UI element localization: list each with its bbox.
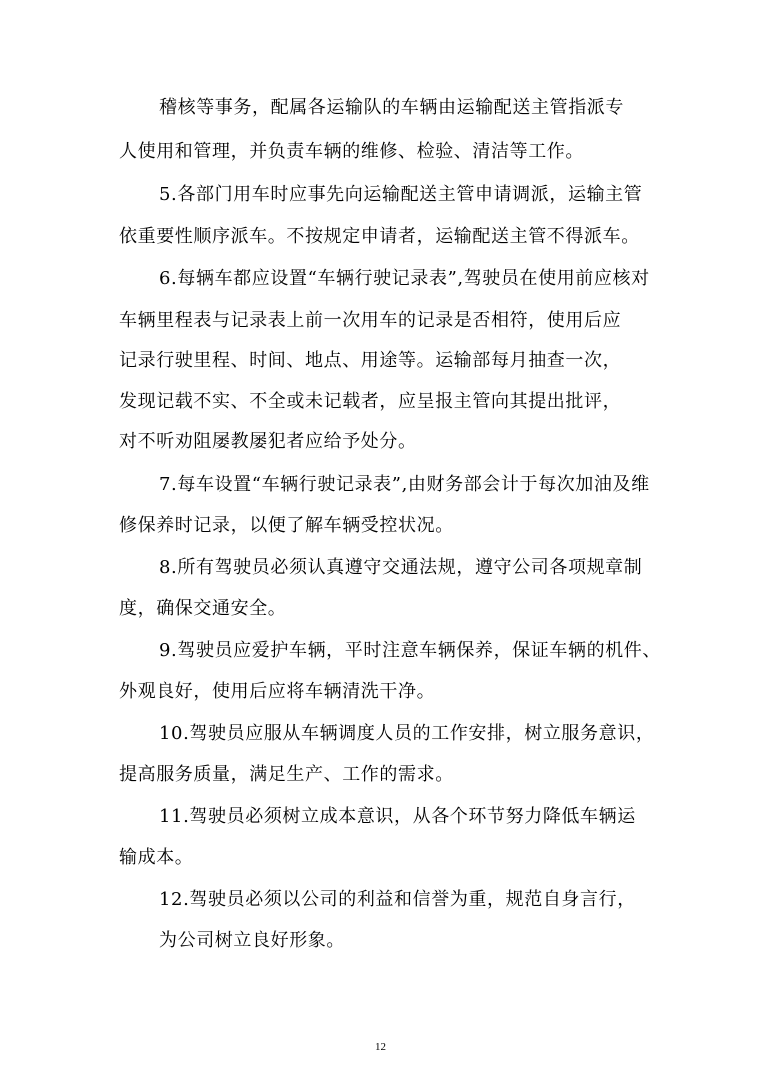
text-line-18: 11.驾驶员必须树立成本意识，从各个环节努力降低车辆运 bbox=[159, 806, 636, 827]
text-line-16: 10.驾驶员应服从车辆调度人员的工作安排，树立服务意识， bbox=[159, 723, 655, 744]
text-line-1: 稽核等事务，配属各运输队的车辆由运输配送主管指派专 bbox=[159, 97, 624, 118]
text-line-2: 人使用和管理，并负责车辆的维修、检验、清洁等工作。 bbox=[119, 141, 584, 162]
text-line-9: 对不听劝阻屡教屡犯者应给予处分。 bbox=[119, 431, 417, 452]
text-line-12: 8.所有驾驶员必须认真遵守交通法规，遵守公司各项规章制 bbox=[159, 557, 643, 578]
text-line-3: 5.各部门用车时应事先向运输配送主管申请调派，运输主管 bbox=[159, 184, 643, 205]
text-line-4: 依重要性顺序派车。不按规定申请者，运输配送主管不得派车。 bbox=[119, 226, 640, 247]
text-line-19: 输成本。 bbox=[119, 847, 194, 868]
text-line-14: 9.驾驶员应爱护车辆，平时注意车辆保养，保证车辆的机件、 bbox=[159, 640, 661, 661]
text-line-17: 提高服务质量，满足生产、工作的需求。 bbox=[119, 764, 454, 785]
text-line-20: 12.驾驶员必须以公司的利益和信誉为重，规范自身言行， bbox=[159, 889, 636, 910]
text-line-13: 度，确保交通安全。 bbox=[119, 598, 287, 619]
text-line-7: 记录行驶里程、时间、地点、用途等。运输部每月抽查一次， bbox=[119, 350, 622, 371]
text-line-21: 为公司树立良好形象。 bbox=[159, 930, 345, 951]
text-line-15: 外观良好，使用后应将车辆清洗干净。 bbox=[119, 681, 436, 702]
text-line-8: 发现记载不实、不全或未记载者，应呈报主管向其提出批评， bbox=[119, 391, 622, 412]
text-line-11: 修保养时记录，以便了解车辆受控状况。 bbox=[119, 515, 454, 536]
text-line-6: 车辆里程表与记录表上前一次用车的记录是否相符，使用后应 bbox=[119, 310, 622, 331]
text-line-10: 7.每车设置“车辆行驶记录表”,由财务部会计于每次加油及维 bbox=[159, 474, 650, 495]
text-line-5: 6.每辆车都应设置“车辆行驶记录表”,驾驶员在使用前应核对 bbox=[159, 268, 650, 289]
page-number: 12 bbox=[375, 1041, 386, 1053]
